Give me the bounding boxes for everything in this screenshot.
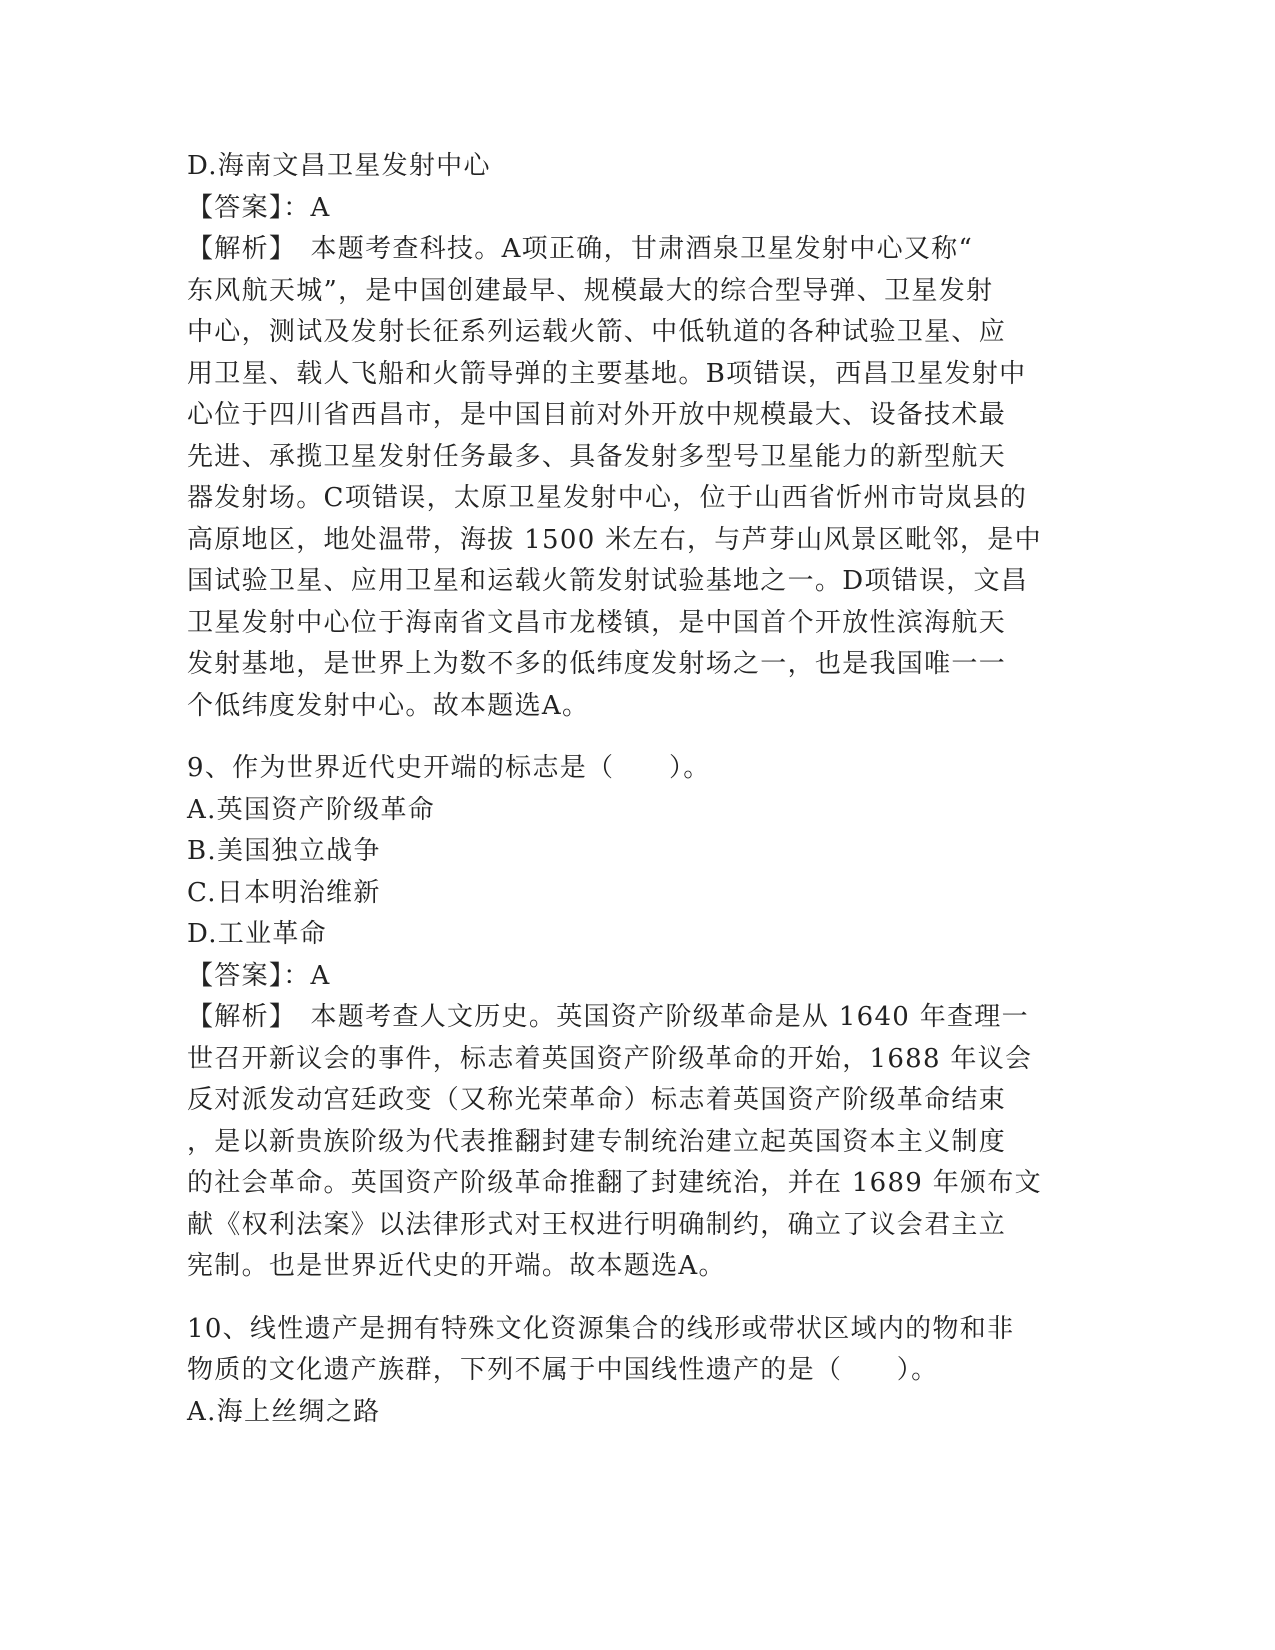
explanation-line: 国试验卫星、应用卫星和运载火箭发射试验基地之一。D项错误，文昌 bbox=[187, 566, 1029, 596]
page-content bbox=[187, 146, 1087, 1433]
explanation-line: 心位于四川省西昌市，是中国目前对外开放中规模最大、设备技术最 bbox=[187, 400, 1007, 430]
explanation-line: 【解析】 本题考查科技。A项正确，甘肃酒泉卫星发射中心又称“ bbox=[187, 234, 974, 264]
explanation-line: 的社会革命。英国资产阶级革命推翻了封建统治，并在 1689 年颁布文 bbox=[187, 1168, 1042, 1198]
explanation-line: 先进、承揽卫星发射任务最多、具备发射多型号卫星能力的新型航天 bbox=[187, 441, 1007, 472]
q8-option-d: D.海南文昌卫星发射中心 bbox=[187, 151, 491, 181]
q8-explanation bbox=[187, 229, 1087, 727]
explanation-line: ，是以新贵族阶级为代表推翻封建专制统治建立起英国资本主义制度 bbox=[187, 1126, 1007, 1157]
spacer bbox=[187, 727, 1087, 748]
explanation-line: 世召开新议会的事件，标志着英国资产阶级革命的开始，1688 年议会 bbox=[187, 1043, 1033, 1074]
q9-option-b: B.美国独立战争 bbox=[187, 836, 381, 866]
q10-option-a: A.海上丝绸之路 bbox=[187, 1396, 381, 1427]
question-line: 物质的文化遗产族群，下列不属于中国线性遗产的是（ ）。 bbox=[187, 1355, 939, 1385]
explanation-line: 东风航天城”，是中国创建最早、规模最大的综合型导弹、卫星发射 bbox=[187, 275, 994, 306]
q10-question bbox=[187, 1309, 1087, 1392]
explanation-line: 宪制。也是世界近代史的开端。故本题选A。 bbox=[187, 1251, 726, 1281]
explanation-line: 反对派发动宫廷政变（又称光荣革命）标志着英国资产阶级革命结束 bbox=[187, 1085, 1007, 1115]
question-line: 10、线性遗产是拥有特殊文化资源集合的线形或带状区域内的物和非 bbox=[187, 1313, 1015, 1344]
explanation-line: 【解析】 本题考查人文历史。英国资产阶级革命是从 1640 年查理一 bbox=[187, 1002, 1029, 1032]
explanation-line: 个低纬度发射中心。故本题选A。 bbox=[187, 690, 590, 721]
q9-option-a: A.英国资产阶级革命 bbox=[187, 794, 436, 825]
explanation-line: 发射基地，是世界上为数不多的低纬度发射场之一，也是我国唯一一 bbox=[187, 649, 1007, 679]
q9-answer: 【答案】：A bbox=[187, 960, 331, 991]
explanation-line: 卫星发射中心位于海南省文昌市龙楼镇，是中国首个开放性滨海航天 bbox=[187, 607, 1007, 638]
explanation-line: 高原地区，地处温带，海拔 1500 米左右，与芦芽山风景区毗邻，是中 bbox=[187, 524, 1042, 555]
q8-answer: 【答案】：A bbox=[187, 192, 331, 223]
explanation-line: 献《权利法案》以法律形式对王权进行明确制约，确立了议会君主立 bbox=[187, 1209, 1007, 1240]
spacer bbox=[187, 1288, 1087, 1309]
explanation-line: 用卫星、载人飞船和火箭导弹的主要基地。B项错误，西昌卫星发射中 bbox=[187, 358, 1027, 389]
explanation-line: 器发射场。C项错误，太原卫星发射中心，位于山西省忻州市岢岚县的 bbox=[187, 483, 1028, 513]
explanation-line: 中心，测试及发射长征系列运载火箭、中低轨道的各种试验卫星、应 bbox=[187, 317, 1007, 347]
q9-option-c: C.日本明治维新 bbox=[187, 877, 381, 908]
q9-question: 9、作为世界近代史开端的标志是（ ）。 bbox=[187, 753, 711, 783]
q9-explanation bbox=[187, 997, 1087, 1288]
q9-option-d: D.工业革命 bbox=[187, 919, 327, 949]
